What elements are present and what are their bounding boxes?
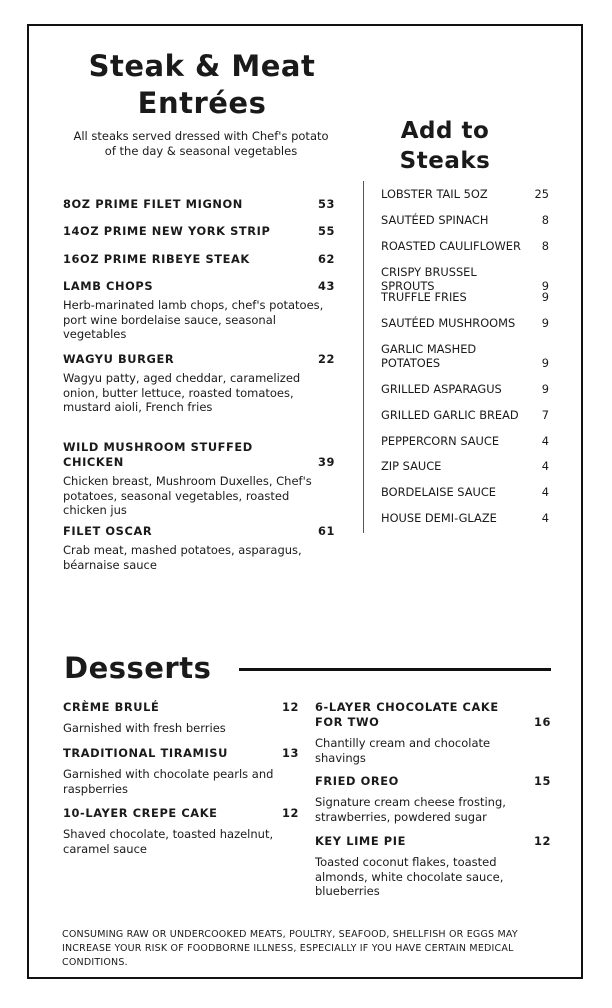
item-price: 39 <box>317 455 335 469</box>
item-name: 14OZ PRIME NEW YORK STRIP <box>63 224 271 238</box>
dessert-item-creme-brule <box>63 700 299 736</box>
menu-item-ribeye <box>63 252 335 267</box>
item-description: Toasted coconut flakes, toasted almonds, white chocolate sauce, blueberries <box>315 855 504 898</box>
dessert-item-tiramisu <box>63 746 299 796</box>
item-name: WAGYU BURGER <box>63 352 175 366</box>
item-description: Herb-marinated lamb chops, chef's potatoes, port wine bordelaise sauce, seasonal vegetables <box>63 298 324 341</box>
addon-price: 7 <box>541 408 549 422</box>
addon-name: TRUFFLE FRIES <box>381 290 467 304</box>
addon-name: HOUSE DEMI-GLAZE <box>381 511 497 525</box>
dessert-item-chocolate-cake <box>315 700 551 765</box>
page-title: Steak & Meat Entrées <box>88 49 316 120</box>
dessert-item-key-lime-pie <box>315 834 551 899</box>
addon-item <box>381 342 549 370</box>
item-price: 15 <box>533 774 551 788</box>
item-price: 13 <box>281 746 299 760</box>
item-description: Chantilly cream and chocolate shavings <box>315 736 491 765</box>
addon-item <box>381 408 549 422</box>
menu-item-filet-oscar <box>63 524 335 572</box>
item-name: 10-LAYER CREPE CAKE <box>63 806 218 820</box>
dessert-item-fried-oreo <box>315 774 551 824</box>
addon-price: 25 <box>534 187 549 201</box>
entree-intro: All steaks served dressed with Chef's potato of the day & seasonal vegetables <box>73 129 329 158</box>
item-description: Wagyu patty, aged cheddar, caramelized onion, butter lettuce, roasted tomatoes, mustard aioli, French fries <box>63 371 301 414</box>
addon-item <box>381 316 549 330</box>
addon-item <box>381 382 549 396</box>
addon-item <box>381 265 549 293</box>
menu-item-filet-mignon <box>63 197 335 212</box>
addon-price: 8 <box>541 239 549 253</box>
item-price: 22 <box>317 352 335 366</box>
item-price: 43 <box>317 279 335 293</box>
addon-name: ROASTED CAULIFLOWER <box>381 239 521 253</box>
addon-name: BORDELAISE SAUCE <box>381 485 496 499</box>
addon-price: 9 <box>541 356 549 370</box>
menu-item-wagyu-burger <box>63 352 335 415</box>
addon-item <box>381 434 549 448</box>
item-price: 55 <box>317 224 335 238</box>
menu-item-new-york-strip <box>63 224 335 239</box>
addon-item <box>381 485 549 499</box>
addon-item <box>381 459 549 473</box>
addon-name: SAUTÉED SPINACH <box>381 213 489 227</box>
item-price: 61 <box>317 524 335 538</box>
item-name: CRÈME BRULÉ <box>63 700 160 714</box>
item-name: LAMB CHOPS <box>63 279 154 293</box>
addon-price: 9 <box>541 316 549 330</box>
addons-title: Add to Steaks <box>399 118 491 174</box>
item-name: WILD MUSHROOM STUFFED CHICKEN <box>63 440 253 469</box>
item-price: 62 <box>317 252 335 266</box>
item-name: 8OZ PRIME FILET MIGNON <box>63 197 243 211</box>
addon-name: GRILLED ASPARAGUS <box>381 382 502 396</box>
addon-item <box>381 187 549 201</box>
addon-item <box>381 511 549 525</box>
item-description: Chicken breast, Mushroom Duxelles, Chef's potatoes, seasonal vegetables, roasted chicken jus <box>63 474 312 517</box>
item-description: Garnished with fresh berries <box>63 721 226 735</box>
item-description: Shaved chocolate, toasted hazelnut, caramel sauce <box>63 827 274 856</box>
menu-item-stuffed-chicken <box>63 440 335 518</box>
item-price: 16 <box>533 715 551 729</box>
addon-price: 4 <box>541 434 549 448</box>
addon-price: 9 <box>541 290 549 304</box>
item-price: 12 <box>281 700 299 714</box>
addon-price: 4 <box>541 459 549 473</box>
addon-price: 9 <box>541 382 549 396</box>
item-description: Signature cream cheese frosting, strawberries, powdered sugar <box>315 795 506 824</box>
addon-name: PEPPERCORN SAUCE <box>381 434 500 448</box>
addon-item <box>381 239 549 253</box>
item-description: Garnished with chocolate pearls and raspberries <box>63 767 274 796</box>
item-price: 12 <box>281 806 299 820</box>
addon-price: 9 <box>541 279 549 293</box>
addon-name: GARLIC MASHED POTATOES <box>381 342 477 370</box>
item-price: 12 <box>533 834 551 848</box>
item-name: 16OZ PRIME RIBEYE STEAK <box>63 252 250 266</box>
addons-divider <box>363 181 364 533</box>
item-name: KEY LIME PIE <box>315 834 406 848</box>
item-name: 6-LAYER CHOCOLATE CAKE FOR TWO <box>315 700 499 729</box>
item-price: 53 <box>317 197 335 211</box>
item-description: Crab meat, mashed potatoes, asparagus, béarnaise sauce <box>63 543 302 572</box>
menu-item-lamb-chops <box>63 279 335 342</box>
item-name: FRIED OREO <box>315 774 399 788</box>
item-name: TRADITIONAL TIRAMISU <box>63 746 228 760</box>
desserts-divider <box>239 668 551 671</box>
addon-name: CRISPY BRUSSEL SPROUTS <box>381 265 477 293</box>
addon-name: GRILLED GARLIC BREAD <box>381 408 519 422</box>
dessert-item-crepe-cake <box>63 806 299 856</box>
addon-item <box>381 213 549 227</box>
item-name: FILET OSCAR <box>63 524 153 538</box>
addon-name: SAUTÉED MUSHROOMS <box>381 316 516 330</box>
addon-name: LOBSTER TAIL 5OZ <box>381 187 488 201</box>
addon-price: 4 <box>541 485 549 499</box>
foodborne-illness-disclaimer: CONSUMING RAW OR UNDERCOOKED MEATS, POULTRY, SEAFOOD, SHELLFISH OR EGGS MAY INCREASE YOUR RISK OF FOODBORNE ILLNESS, ESPECIALLY IF YOU HAVE CERTAIN MEDICAL CONDITIONS. <box>62 929 518 968</box>
addon-price: 8 <box>541 213 549 227</box>
addon-item <box>381 290 549 304</box>
desserts-title: Desserts <box>64 651 212 685</box>
addon-name: ZIP SAUCE <box>381 459 442 473</box>
addon-price: 4 <box>541 511 549 525</box>
